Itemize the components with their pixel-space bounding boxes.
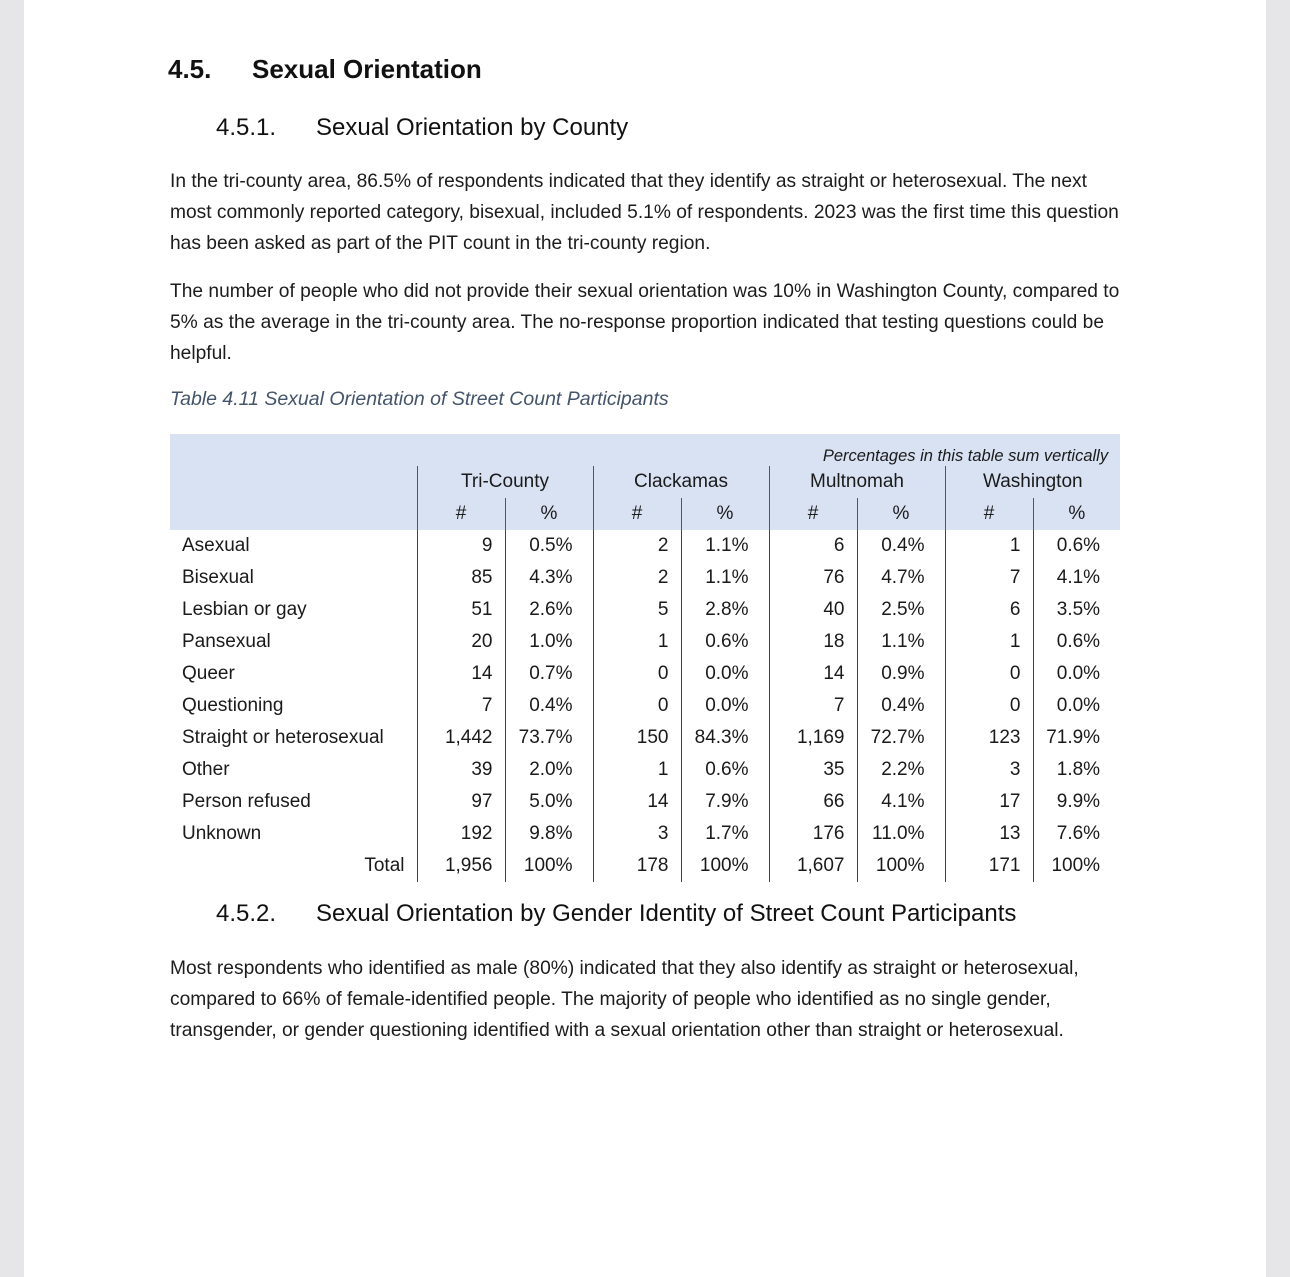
cell-percent: 0.0% <box>681 658 769 690</box>
cell-count: 51 <box>417 594 505 626</box>
cell-count: 7 <box>769 690 857 722</box>
cell-percent: 1.1% <box>681 530 769 562</box>
cell-percent: 4.7% <box>857 562 945 594</box>
paragraph-washington-no-response: The number of people who did not provide their sexual orientation was 10% in Washington County, compared to 5% as the average in the tri-county area. The no-response proportion indicated that testing questions could be helpful. <box>170 281 1120 364</box>
cell-percent: 0.9% <box>857 658 945 690</box>
total-percent: 100% <box>505 850 593 882</box>
cell-percent: 1.1% <box>681 562 769 594</box>
cell-percent: 0.6% <box>1033 530 1120 562</box>
subheader-percent: % <box>505 498 593 530</box>
subheader-count: # <box>945 498 1033 530</box>
cell-count: 1 <box>593 626 681 658</box>
header-clackamas: Clackamas <box>593 466 769 498</box>
cell-percent: 1.0% <box>505 626 593 658</box>
subsection-number-2: 4.5.2. <box>216 900 277 927</box>
cell-percent: 5.0% <box>505 786 593 818</box>
row-label: Straight or heterosexual <box>182 727 384 748</box>
cell-percent: 4.1% <box>1033 562 1120 594</box>
total-count: 171 <box>945 850 1033 882</box>
subsection-heading-1 <box>216 114 628 142</box>
cell-count: 1,442 <box>417 722 505 754</box>
cell-count: 14 <box>593 786 681 818</box>
cell-count: 18 <box>769 626 857 658</box>
cell-count: 14 <box>769 658 857 690</box>
cell-percent: 1.7% <box>681 818 769 850</box>
subheader-count: # <box>769 498 857 530</box>
cell-count: 6 <box>945 594 1033 626</box>
cell-count: 85 <box>417 562 505 594</box>
subheader-count: # <box>593 498 681 530</box>
row-label: Person refused <box>182 791 311 812</box>
table-row <box>170 562 1120 594</box>
table-row <box>170 754 1120 786</box>
cell-percent: 3.5% <box>1033 594 1120 626</box>
total-count: 1,607 <box>769 850 857 882</box>
cell-count: 3 <box>593 818 681 850</box>
cell-count: 123 <box>945 722 1033 754</box>
cell-percent: 2.2% <box>857 754 945 786</box>
cell-percent: 73.7% <box>505 722 593 754</box>
subsection-title-2: Sexual Orientation by Gender Identity of Street Count Participants <box>316 900 1017 927</box>
paragraph-gender-identity: Most respondents who identified as male (80%) indicated that they also identify as straight or heterosexual, compared to 66% of female-identified people. The majority of people who identified as no single gender, transgender, or gender questioning identified with a sexual orientation other than straight or heterosexual. <box>170 958 1079 1041</box>
cell-count: 1 <box>945 530 1033 562</box>
subsection-heading-2 <box>216 900 1016 928</box>
cell-percent: 9.8% <box>505 818 593 850</box>
cell-count: 40 <box>769 594 857 626</box>
paragraph-tri-county-summary: In the tri-county area, 86.5% of respondents indicated that they identify as straight or heterosexual. The next most commonly reported category, bisexual, included 5.1% of respondents. 2023 was the first time this question has been asked as part of the PIT count in the tri-county region. <box>170 171 1119 254</box>
cell-percent: 0.5% <box>505 530 593 562</box>
cell-count: 5 <box>593 594 681 626</box>
cell-percent: 2.5% <box>857 594 945 626</box>
cell-percent: 84.3% <box>681 722 769 754</box>
cell-count: 2 <box>593 530 681 562</box>
subheader-percent: % <box>681 498 769 530</box>
cell-count: 39 <box>417 754 505 786</box>
cell-percent: 0.6% <box>681 754 769 786</box>
cell-percent: 11.0% <box>857 818 945 850</box>
header-blank <box>170 498 417 530</box>
header-multnomah: Multnomah <box>769 466 945 498</box>
cell-percent: 2.0% <box>505 754 593 786</box>
cell-percent: 0.4% <box>505 690 593 722</box>
section-heading <box>168 54 482 85</box>
table-row <box>170 786 1120 818</box>
cell-percent: 71.9% <box>1033 722 1120 754</box>
cell-count: 192 <box>417 818 505 850</box>
cell-count: 1 <box>593 754 681 786</box>
cell-percent: 0.6% <box>1033 626 1120 658</box>
table-row <box>170 594 1120 626</box>
cell-count: 0 <box>945 658 1033 690</box>
cell-count: 1 <box>945 626 1033 658</box>
cell-percent: 0.0% <box>1033 690 1120 722</box>
cell-count: 1,169 <box>769 722 857 754</box>
table-row <box>170 818 1120 850</box>
cell-count: 2 <box>593 562 681 594</box>
cell-count: 17 <box>945 786 1033 818</box>
cell-percent: 0.7% <box>505 658 593 690</box>
cell-percent: 1.1% <box>857 626 945 658</box>
sexual-orientation-table <box>170 434 1120 882</box>
cell-count: 13 <box>945 818 1033 850</box>
total-percent: 100% <box>857 850 945 882</box>
cell-percent: 7.9% <box>681 786 769 818</box>
cell-count: 66 <box>769 786 857 818</box>
row-label: Asexual <box>182 535 250 556</box>
cell-count: 20 <box>417 626 505 658</box>
cell-percent: 0.4% <box>857 530 945 562</box>
header-blank <box>170 466 417 498</box>
cell-count: 14 <box>417 658 505 690</box>
total-label: Total <box>364 855 405 876</box>
cell-percent: 1.8% <box>1033 754 1120 786</box>
cell-percent: 0.0% <box>1033 658 1120 690</box>
row-label: Bisexual <box>182 567 254 588</box>
row-label: Lesbian or gay <box>182 599 307 620</box>
total-count: 1,956 <box>417 850 505 882</box>
table-note: Percentages in this table sum vertically <box>170 434 1120 466</box>
table-caption: Table 4.11 Sexual Orientation of Street Count Participants <box>170 388 669 410</box>
table-row <box>170 626 1120 658</box>
cell-percent: 2.6% <box>505 594 593 626</box>
row-label: Queer <box>182 663 235 684</box>
header-washington: Washington <box>945 466 1120 498</box>
cell-percent: 72.7% <box>857 722 945 754</box>
section-number: 4.5. <box>168 54 212 84</box>
cell-count: 9 <box>417 530 505 562</box>
cell-count: 7 <box>417 690 505 722</box>
row-label: Questioning <box>182 695 284 716</box>
cell-percent: 4.1% <box>857 786 945 818</box>
row-label: Pansexual <box>182 631 271 652</box>
table-row <box>170 690 1120 722</box>
cell-percent: 0.4% <box>857 690 945 722</box>
cell-percent: 0.0% <box>681 690 769 722</box>
subheader-count: # <box>417 498 505 530</box>
total-count: 178 <box>593 850 681 882</box>
subsection-number-1: 4.5.1. <box>216 114 277 141</box>
cell-count: 176 <box>769 818 857 850</box>
subheader-percent: % <box>857 498 945 530</box>
cell-percent: 0.6% <box>681 626 769 658</box>
cell-count: 150 <box>593 722 681 754</box>
total-percent: 100% <box>1033 850 1120 882</box>
table-row <box>170 530 1120 562</box>
section-title: Sexual Orientation <box>252 54 482 84</box>
cell-percent: 9.9% <box>1033 786 1120 818</box>
subheader-percent: % <box>1033 498 1120 530</box>
cell-count: 0 <box>945 690 1033 722</box>
cell-percent: 2.8% <box>681 594 769 626</box>
total-percent: 100% <box>681 850 769 882</box>
cell-percent: 4.3% <box>505 562 593 594</box>
cell-count: 0 <box>593 658 681 690</box>
cell-count: 7 <box>945 562 1033 594</box>
cell-count: 76 <box>769 562 857 594</box>
row-label: Other <box>182 759 230 780</box>
subsection-title-1: Sexual Orientation by County <box>316 114 629 141</box>
cell-count: 3 <box>945 754 1033 786</box>
cell-count: 97 <box>417 786 505 818</box>
table-row <box>170 722 1120 754</box>
row-label: Unknown <box>182 823 262 844</box>
table-row <box>170 658 1120 690</box>
cell-count: 6 <box>769 530 857 562</box>
cell-count: 35 <box>769 754 857 786</box>
cell-percent: 7.6% <box>1033 818 1120 850</box>
document-page <box>24 0 1266 1277</box>
cell-count: 0 <box>593 690 681 722</box>
table-total-row <box>170 850 1120 882</box>
header-tri-county: Tri-County <box>417 466 593 498</box>
